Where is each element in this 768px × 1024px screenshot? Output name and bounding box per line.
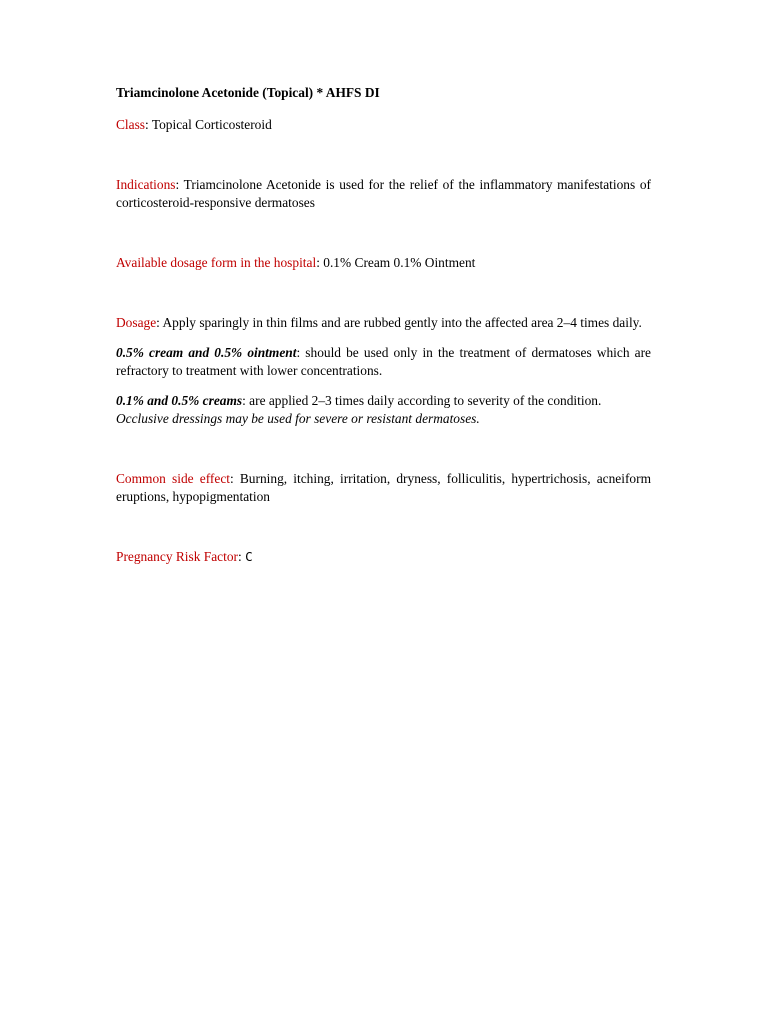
creams-separator: : [242, 393, 250, 408]
available-dosage-line [116, 254, 651, 272]
pregnancy-risk-label: Pregnancy Risk Factor [116, 549, 238, 564]
creams-paragraph [116, 392, 651, 410]
occlusive-dressing-note: Occlusive dressings may be used for severe or resistant dermatoses. [116, 411, 480, 426]
creams-text: are applied 2–3 times daily according to severity of the condition. [249, 393, 602, 408]
creams-label: 0.1% and 0.5% creams [116, 393, 243, 408]
dosage-paragraph [116, 314, 651, 332]
high-concentration-label: 0.5% cream and 0.5% ointment [116, 345, 297, 360]
high-concentration-text: should be used only in the treatment of dermatoses which are refractory to treatment with lower concentrations. [116, 345, 651, 378]
indications-separator: : [175, 177, 184, 192]
class-label: Class [116, 117, 146, 132]
dosage-text: Apply sparingly in thin films and are rubbed gently into the affected area 2–4 times daily. [162, 315, 642, 330]
pregnancy-risk-value: C [245, 549, 253, 564]
available-dosage-label: Available dosage form in the hospital [116, 255, 317, 270]
indications-text: Triamcinolone Acetonide is used for the relief of the inflammatory manifestations of corticosteroid-responsive dermatoses [116, 177, 652, 210]
class-separator: : [145, 117, 152, 132]
indications-paragraph [116, 176, 651, 212]
document-title: Triamcinolone Acetonide (Topical) * AHFS DI [116, 85, 380, 100]
class-value: Topical Corticosteroid [151, 117, 272, 132]
document-page [116, 84, 651, 566]
side-effects-separator: : [229, 471, 240, 486]
indications-label: Indications [116, 177, 176, 192]
side-effects-text: Burning, itching, irritation, dryness, folliculitis, hypertrichosis, acneiform eruptions, hypopigmentation [116, 471, 651, 504]
side-effects-paragraph [116, 470, 651, 506]
dosage-separator: : [156, 315, 163, 330]
available-dosage-separator: : [316, 255, 324, 270]
high-concentration-separator: : [296, 345, 306, 360]
pregnancy-risk-line [116, 548, 651, 566]
side-effects-label: Common side effect [116, 471, 230, 486]
class-line [116, 116, 651, 134]
pregnancy-risk-separator: : [237, 549, 246, 564]
available-dosage-value: 0.1% Cream 0.1% Ointment [323, 255, 476, 270]
high-concentration-paragraph [116, 344, 651, 380]
dosage-label: Dosage [116, 315, 157, 330]
